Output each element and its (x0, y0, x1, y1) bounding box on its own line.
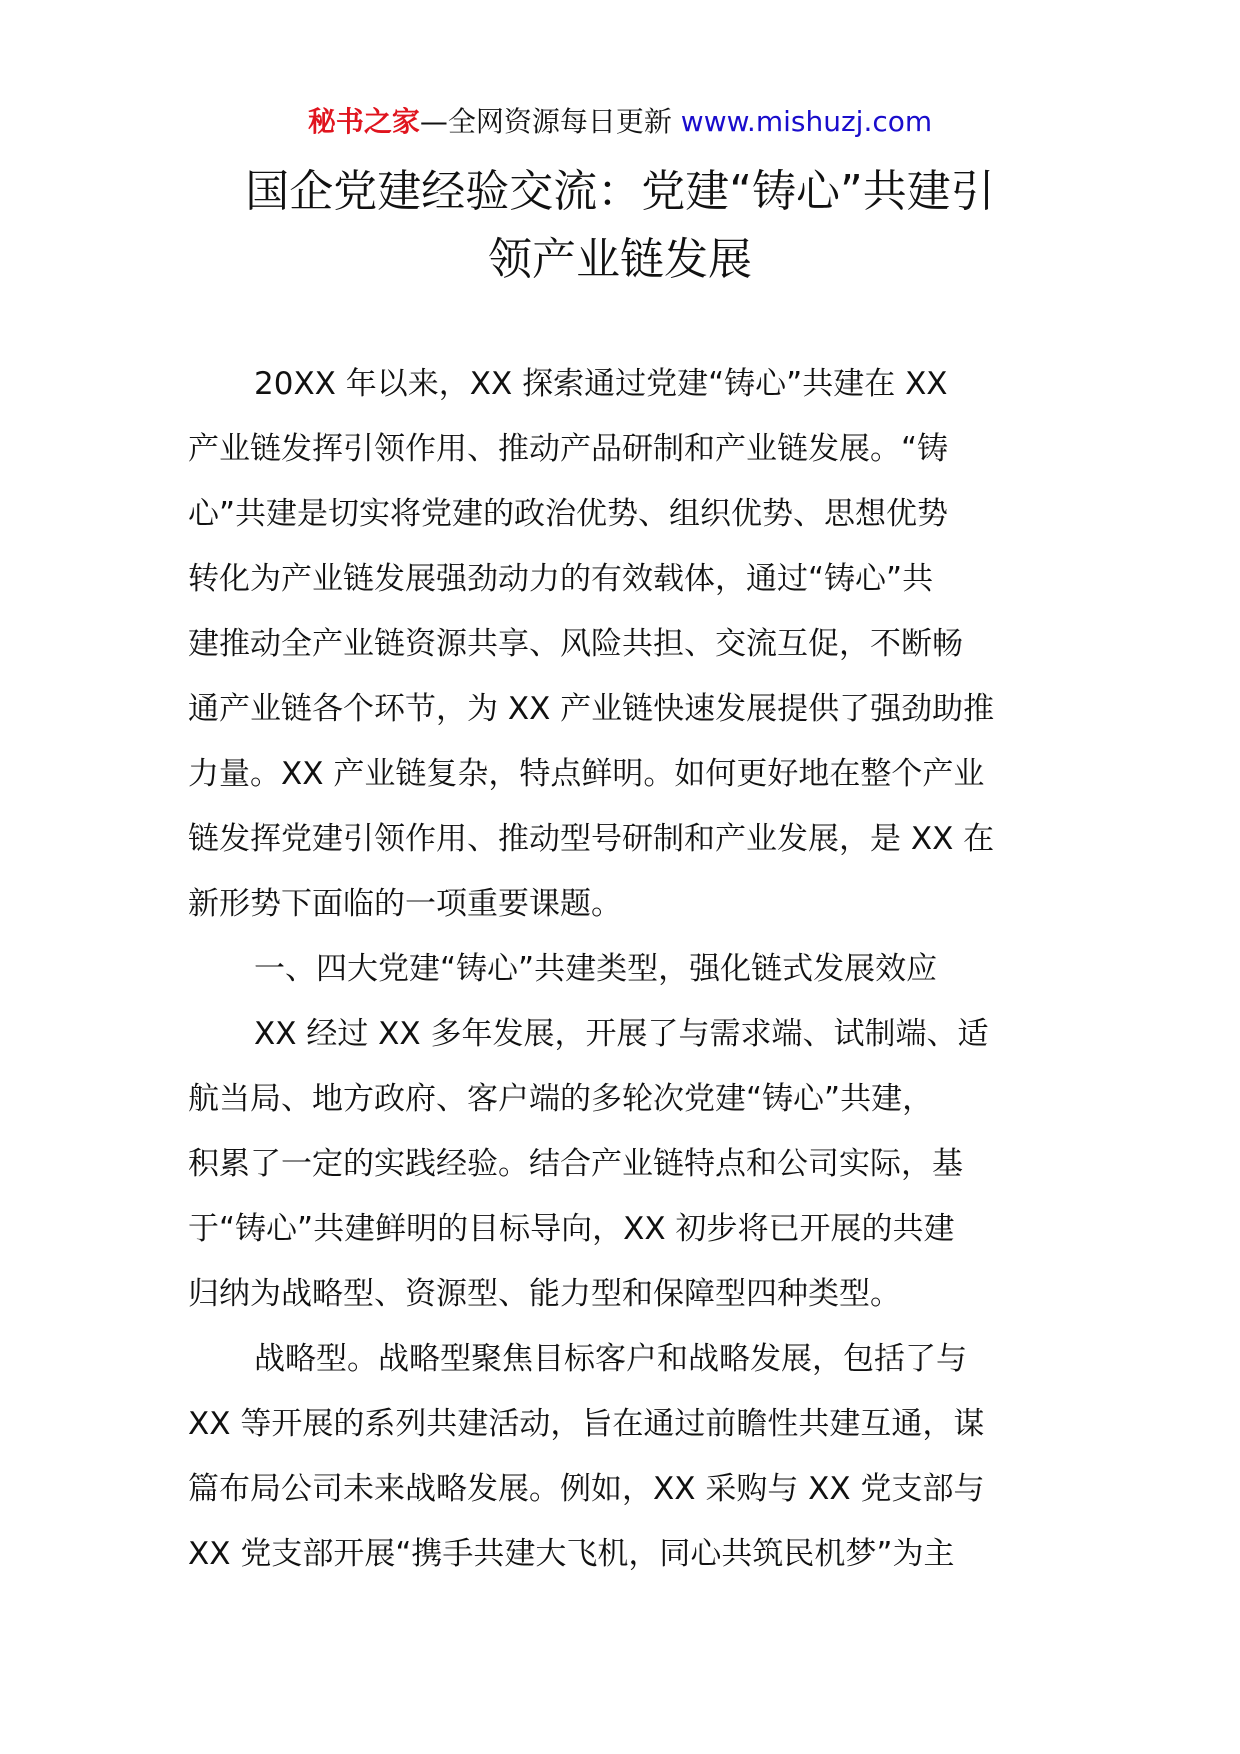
body-line: XX 党支部开展“携手共建大飞机，同心共筑民机梦”为主 (188, 1536, 955, 1572)
body-line: 通产业链各个环节，为 XX 产业链快速发展提供了强劲助推 (188, 691, 995, 727)
body-line: 力量。XX 产业链复杂，特点鲜明。如何更好地在整个产业 (188, 756, 985, 792)
section-heading: 一、四大党建“铸心”共建类型，强化链式发展效应 (254, 951, 938, 987)
body-line: 篇布局公司未来战略发展。例如，XX 采购与 XX 党支部与 (188, 1471, 985, 1507)
body-line: 转化为产业链发展强劲动力的有效载体，通过“铸心”共 (188, 561, 934, 597)
document-title (160, 158, 1080, 294)
body-line: XX 经过 XX 多年发展，开展了与需求端、试制端、适 (254, 1016, 989, 1052)
body-line: 积累了一定的实践经验。结合产业链特点和公司实际，基 (188, 1146, 963, 1182)
document-body (188, 352, 1054, 1587)
body-line: 战略型。战略型聚焦目标客户和战略发展，包括了与 (254, 1341, 967, 1377)
watermark-header (0, 102, 1240, 142)
body-line: 于“铸心”共建鲜明的目标导向，XX 初步将已开展的共建 (188, 1211, 955, 1247)
brand-name: 秘书之家 (307, 105, 420, 138)
body-line: 心”共建是切实将党建的政治优势、组织优势、思想优势 (188, 496, 949, 532)
header-tagline: —全网资源每日更新 (419, 105, 672, 138)
body-line: 建推动全产业链资源共享、风险共担、交流互促，不断畅 (188, 626, 963, 662)
title-line-1: 国企党建经验交流：党建“铸心”共建引 (245, 166, 995, 217)
body-line: 产业链发挥引领作用、推动产品研制和产业链发展。“铸 (188, 431, 949, 467)
body-line: 新形势下面临的一项重要课题。 (188, 886, 622, 922)
body-line: 链发挥党建引领作用、推动型号研制和产业发展，是 XX 在 (188, 821, 995, 857)
title-line-2: 领产业链发展 (488, 234, 752, 285)
site-url-link[interactable]: www.mishuzj.com (680, 105, 933, 138)
body-line: 归纳为战略型、资源型、能力型和保障型四种类型。 (188, 1276, 901, 1312)
body-line: 20XX 年以来，XX 探索通过党建“铸心”共建在 XX (254, 366, 948, 402)
body-line: XX 等开展的系列共建活动，旨在通过前瞻性共建互通，谋 (188, 1406, 985, 1442)
body-line: 航当局、地方政府、客户端的多轮次党建“铸心”共建， (188, 1081, 934, 1117)
